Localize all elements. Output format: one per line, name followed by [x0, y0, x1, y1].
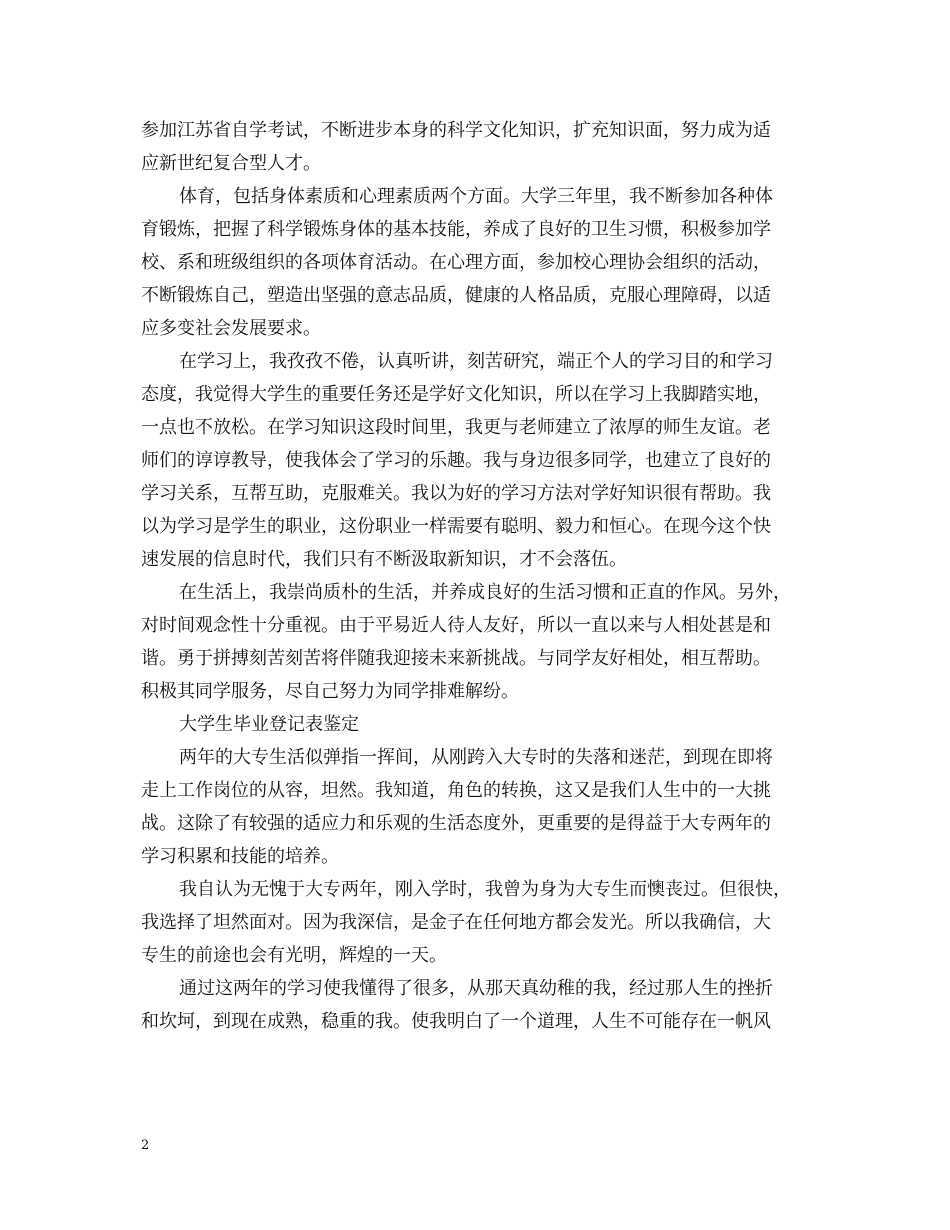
- text-line: 不断锻炼自己，塑造出坚强的意志品质，健康的人格品质，克服心理障碍，以适: [141, 285, 771, 306]
- text-line: 走上工作岗位的从容，坦然。我知道，角色的转换，这又是我们人生中的一大挑: [141, 780, 771, 801]
- text-line: 在生活上，我崇尚质朴的生活，并养成良好的生活习惯和正直的作风。另外，: [179, 582, 791, 603]
- text-line: 谐。勇于拼搏刻苦刻苦将伴随我迎接未来新挑战。与同学友好相处，相互帮助。: [141, 648, 771, 669]
- text-line: 体育，包括身体素质和心理素质两个方面。大学三年里，我不断参加各种体: [179, 186, 773, 207]
- text-line: 战。这除了有较强的适应力和乐观的生活态度外，更重要的是得益于大专两年的: [141, 813, 771, 834]
- page-number: 2: [141, 1138, 150, 1153]
- text-line: 对时间观念性十分重视。由于平易近人待人友好，所以一直以来与人相处甚是和: [141, 615, 771, 636]
- text-line: 和坎坷，到现在成熟，稳重的我。使我明白了一个道理，人生不可能存在一帆风: [141, 1011, 771, 1032]
- text-line: 以为学习是学生的职业，这份职业一样需要有聪明、毅力和恒心。在现今这个快: [141, 516, 771, 537]
- text-line: 学习关系，互帮互助，克服难关。我以为好的学习方法对学好知识很有帮助。我: [141, 483, 771, 504]
- text-line: 在学习上，我孜孜不倦，认真听讲，刻苦研究，端正个人的学习目的和学习: [179, 351, 773, 372]
- text-line: 积极其同学服务，尽自己努力为同学排难解纷。: [141, 681, 519, 702]
- text-line: 一点也不放松。在学习知识这段时间里，我更与老师建立了浓厚的师生友谊。老: [141, 417, 771, 438]
- document-body: [141, 114, 813, 1038]
- text-line: 校、系和班级组织的各项体育活动。在心理方面，参加校心理协会组织的活动，: [141, 252, 771, 273]
- text-line: 应新世纪复合型人才。: [141, 153, 321, 174]
- text-line: 应多变社会发展要求。: [141, 318, 321, 339]
- text-line: 师们的谆谆教导，使我体会了学习的乐趣。我与身边很多同学，也建立了良好的: [141, 450, 771, 471]
- text-line: 我自认为无愧于大专两年，刚入学时，我曾为身为大专生而懊丧过。但很快，: [179, 879, 791, 900]
- text-line: 大学生毕业登记表鉴定: [179, 714, 359, 735]
- text-line: 育锻炼，把握了科学锻炼身体的基本技能，养成了良好的卫生习惯，积极参加学: [141, 219, 771, 240]
- text-line: 态度，我觉得大学生的重要任务还是学好文化知识，所以在学习上我脚踏实地，: [141, 384, 771, 405]
- text-line: 参加江苏省自学考试，不断进步本身的科学文化知识，扩充知识面，努力成为适: [141, 120, 771, 141]
- text-line: 学习积累和技能的培养。: [141, 846, 339, 867]
- text-line: 专生的前途也会有光明，辉煌的一天。: [141, 945, 447, 966]
- text-line: 我选择了坦然面对。因为我深信，是金子在任何地方都会发光。所以我确信，大: [141, 912, 771, 933]
- text-line: 通过这两年的学习使我懂得了很多，从那天真幼稚的我，经过那人生的挫折: [179, 978, 773, 999]
- text-line: 两年的大专生活似弹指一挥间，从刚跨入大专时的失落和迷茫，到现在即将: [179, 747, 773, 768]
- text-line: 速发展的信息时代，我们只有不断汲取新知识，才不会落伍。: [141, 549, 627, 570]
